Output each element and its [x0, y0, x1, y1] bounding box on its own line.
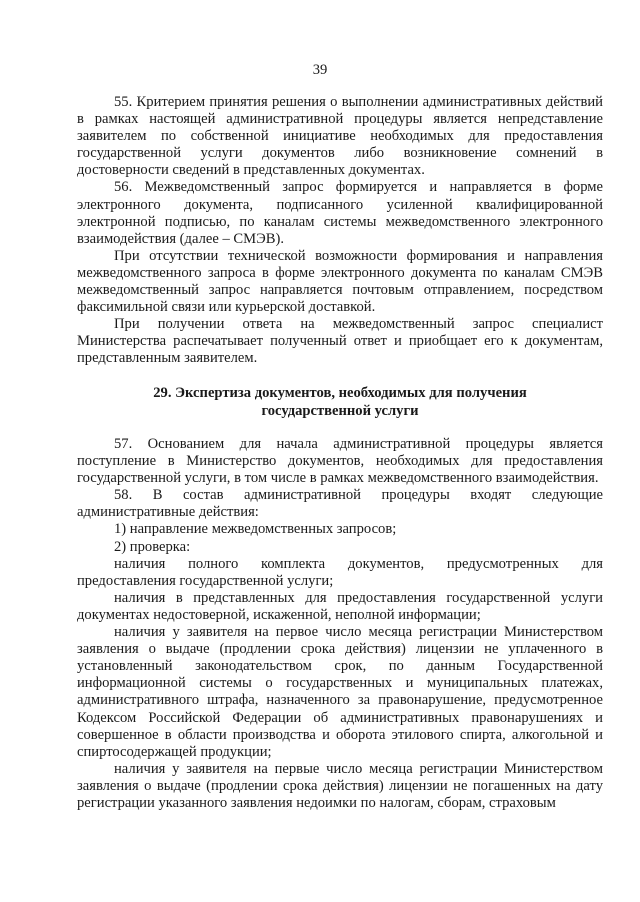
paragraph-on-response-received: При получении ответа на межведомственный запрос специалист Министерства распечатывает полученный ответ и приобщает его к документам, представленным заявителем. [77, 316, 603, 367]
paragraph-55: 55. Критерием принятия решения о выполнении административных действий в рамках настоящей административной процедуры является непредставление заявителем по собственной инициативе необходимых для предоставления государственной услуги документов либо возникновение сомнений в достоверности сведений в представленных документах. [77, 94, 603, 179]
check-item-complete-set: наличия полного комплекта документов, предусмотренных для предоставления государственной услуги; [77, 555, 603, 589]
check-item-unpaid-fine: наличия у заявителя на первое число месяца регистрации Министерством заявления о выдаче (продлении срока действия) лицензии не уплаченного в установленный законодательством срок, по данным Государственной информационной системы о государственных и муниципальных платежах, административного штрафа, назначенного за правонарушение, предусмотренное Кодексом Российской Федерации об административных правонарушениях и совершенное в области производства и оборота этилового спирта, алкогольной и спиртосодержащей продукции; [77, 624, 603, 760]
section-heading-line-1: 29. Экспертиза документов, необходимых для получения [153, 385, 527, 401]
paragraph-no-technical-possibility: При отсутствии технической возможности формирования и направления межведомственного запроса в форме электронного документа по каналам СМЭВ межведомственный запрос направляется почтовым отправлением, посредством факсимильной связи или курьерской доставкой. [77, 247, 603, 316]
list-item-2: 2) проверка: [114, 538, 191, 555]
paragraph-57: 57. Основанием для начала административной процедуры является поступление в Министерство документов, необходимых для предоставления государственной услуги, в том числе в рамках межведомственного взаимодействия. [77, 436, 603, 487]
page-number: 39 [312, 62, 328, 78]
paragraph-56: 56. Межведомственный запрос формируется и направляется в форме электронного документа, подписанного усиленной квалифицированной электронной подписью, по каналам системы межведомственного электронного взаимодействия (далее – СМЭВ). [77, 179, 603, 247]
text-block-after-heading [77, 436, 603, 812]
list-item-1: 1) направление межведомственных запросов; [114, 521, 397, 538]
text-block-before-heading [77, 94, 603, 368]
check-item-tax-arrears: наличия у заявителя на первые число месяца регистрации Министерством заявления о выдаче (продлении срока действия) лицензии не погашенных на дату регистрации указанного заявления недоимки по налогам, сборам, страховым [77, 760, 603, 811]
section-heading [77, 385, 603, 420]
paragraph-58: 58. В состав административной процедуры входят следующие административные действия: [77, 487, 603, 521]
check-item-unreliable-info: наличия в представленных для предоставления государственной услуги документах недостоверной, искаженной, неполной информации; [77, 589, 603, 623]
section-heading-line-2: государственной услуги [261, 402, 419, 419]
